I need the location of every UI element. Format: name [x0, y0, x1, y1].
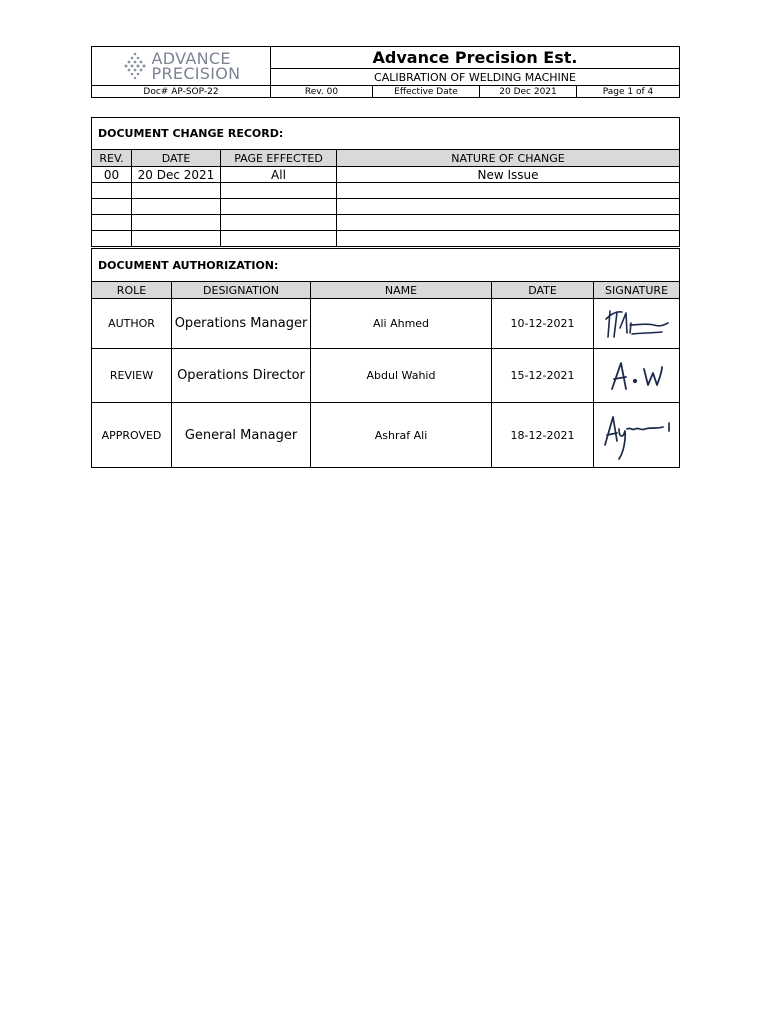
nature-cell [337, 183, 680, 199]
page-effected-cell [221, 231, 337, 247]
table-row [92, 299, 680, 349]
table-row [92, 349, 680, 403]
logo-text [152, 51, 241, 81]
role-cell: APPROVED [92, 403, 172, 468]
effective-date: 20 Dec 2021 [480, 86, 577, 98]
table-row [92, 403, 680, 468]
authorization-table [91, 248, 680, 468]
date-cell: 15-12-2021 [492, 349, 594, 403]
column-header: NAME [311, 282, 492, 299]
authorization-title: DOCUMENT AUTHORIZATION: [92, 249, 680, 282]
document-title: CALIBRATION OF WELDING MACHINE [271, 69, 680, 86]
name-cell: Ali Ahmed [311, 299, 492, 349]
designation-cell: Operations Manager [172, 299, 311, 349]
signature-author [602, 303, 672, 345]
column-header: DESIGNATION [172, 282, 311, 299]
column-header: REV. [92, 150, 132, 167]
name-cell: Ashraf Ali [311, 403, 492, 468]
rev-cell [92, 199, 132, 215]
rev-cell [92, 183, 132, 199]
table-row [92, 231, 680, 247]
page-effected-cell: All [221, 167, 337, 183]
effective-date-label: Effective Date [373, 86, 480, 98]
signature-approved [599, 407, 675, 463]
column-header: PAGE EFFECTED [221, 150, 337, 167]
signature-cell [594, 349, 680, 403]
table-row [92, 183, 680, 199]
table-row [92, 199, 680, 215]
page-number: Page 1 of 4 [577, 86, 680, 98]
signature-cell [594, 299, 680, 349]
change-record-table [91, 117, 680, 247]
change-record-title: DOCUMENT CHANGE RECORD: [92, 118, 680, 150]
logo-cell [92, 47, 271, 86]
date-cell: 18-12-2021 [492, 403, 594, 468]
column-header: DATE [132, 150, 221, 167]
authorization-header-row [92, 282, 680, 299]
designation-cell: General Manager [172, 403, 311, 468]
nature-cell [337, 199, 680, 215]
signature-review [602, 355, 672, 397]
date-cell: 10-12-2021 [492, 299, 594, 349]
signature-cell [594, 403, 680, 468]
designation-cell: Operations Director [172, 349, 311, 403]
column-header: SIGNATURE [594, 282, 680, 299]
date-cell: 20 Dec 2021 [132, 167, 221, 183]
page-effected-cell [221, 199, 337, 215]
revision: Rev. 00 [271, 86, 373, 98]
company-logo [92, 51, 270, 81]
date-cell [132, 231, 221, 247]
company-name: Advance Precision Est. [271, 47, 680, 69]
page-effected-cell [221, 183, 337, 199]
table-row [92, 167, 680, 183]
nature-cell [337, 231, 680, 247]
role-cell: REVIEW [92, 349, 172, 403]
nature-cell: New Issue [337, 167, 680, 183]
rev-cell [92, 231, 132, 247]
page-effected-cell [221, 215, 337, 231]
rev-cell [92, 215, 132, 231]
doc-number: Doc# AP-SOP-22 [92, 86, 271, 98]
logo-dots-icon [122, 51, 148, 81]
nature-cell [337, 215, 680, 231]
name-cell: Abdul Wahid [311, 349, 492, 403]
change-record-header-row [92, 150, 680, 167]
logo-line-1: ADVANCE [151, 49, 231, 68]
date-cell [132, 199, 221, 215]
column-header: ROLE [92, 282, 172, 299]
document-header [91, 46, 680, 98]
logo-line-2: PRECISION [151, 64, 241, 83]
table-row [92, 215, 680, 231]
role-cell: AUTHOR [92, 299, 172, 349]
column-header: NATURE OF CHANGE [337, 150, 680, 167]
date-cell [132, 215, 221, 231]
column-header: DATE [492, 282, 594, 299]
date-cell [132, 183, 221, 199]
rev-cell: 00 [92, 167, 132, 183]
